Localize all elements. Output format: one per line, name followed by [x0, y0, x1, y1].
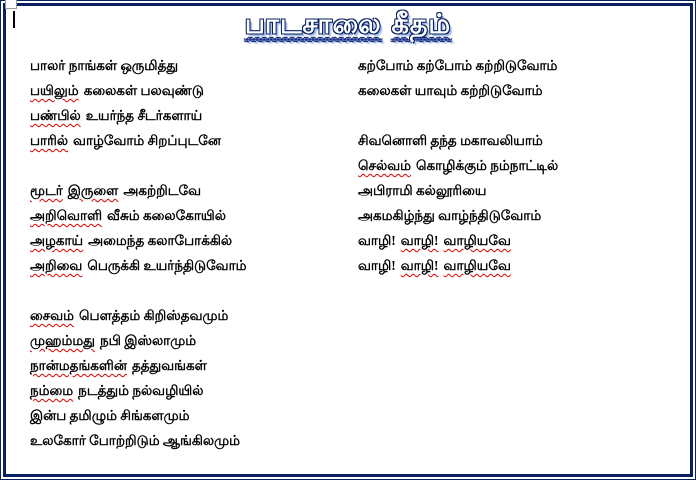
text-line[interactable] [358, 178, 563, 203]
word[interactable]: அமைந்த கலாபோக்கில் [88, 233, 233, 248]
misspelled-word[interactable]: வாழி! [400, 258, 439, 273]
text-line[interactable] [358, 253, 563, 278]
text-line[interactable] [30, 253, 252, 278]
misspelled-word[interactable]: மூடர் [30, 183, 63, 198]
word[interactable]: பெருக்கி உயர்ந்திடுவோம் [87, 258, 247, 273]
text-line[interactable] [30, 228, 252, 253]
word[interactable]: கற்போம் கற்போம் கற்றிடுவோம் [358, 58, 558, 73]
misspelled-word[interactable]: வாழியவே [443, 258, 511, 273]
misspelled-word[interactable]: இருளை [67, 183, 119, 198]
word[interactable]: அபிராமி கல்லூரியை [358, 183, 487, 198]
misspelled-word[interactable]: அழகாய் [30, 233, 84, 248]
text-line[interactable] [30, 103, 252, 128]
text-line[interactable] [30, 278, 252, 303]
misspelled-word[interactable]: அறிவொளி [30, 208, 103, 223]
word[interactable]: கலைகள் யாவும் கற்றிடுவோம் [358, 83, 543, 98]
page-title[interactable] [0, 9, 696, 44]
text-line[interactable] [30, 78, 252, 103]
text-line[interactable] [358, 128, 563, 153]
text-line[interactable] [358, 203, 563, 228]
word[interactable]: வாழ்வோம் சிறப்புடனே [73, 133, 221, 148]
text-line[interactable] [30, 178, 252, 203]
text-line[interactable] [30, 428, 252, 453]
column-left[interactable] [30, 53, 252, 453]
word[interactable]: அகற்றிடவே [123, 183, 202, 198]
word[interactable]: அகமகிழ்ந்து வாழ்ந்திடுவோம் [358, 208, 542, 223]
text-line[interactable] [30, 153, 252, 178]
word[interactable]: நபி இஸ்லாமும் [99, 333, 197, 348]
word[interactable]: நடத்தும் நல்வழியில் [78, 383, 204, 398]
misspelled-word[interactable]: நம்மை [30, 383, 74, 398]
misspelled-word[interactable]: பண்பில் [30, 108, 81, 123]
word[interactable]: வாழி! [358, 258, 396, 273]
column-right[interactable] [358, 53, 563, 278]
misspelled-word[interactable]: நான்மதங்களின் [30, 358, 127, 373]
word[interactable]: கொழிக்கும் நம்நாட்டில் [415, 158, 559, 173]
word[interactable]: வீசும் கலைகோயில் [107, 208, 226, 223]
text-line[interactable] [30, 203, 252, 228]
word[interactable]: வாழி! [358, 233, 396, 248]
word[interactable]: தத்துவங்கள் [131, 358, 207, 373]
text-line[interactable] [30, 353, 252, 378]
text-line[interactable] [358, 228, 563, 253]
misspelled-word[interactable]: முஹம்மது [30, 333, 95, 348]
text-line[interactable] [30, 378, 252, 403]
text-line[interactable] [358, 103, 563, 128]
text-line[interactable] [30, 53, 252, 78]
text-caret [13, 11, 15, 28]
text-line[interactable] [30, 328, 252, 353]
object-handle-square[interactable] [5, 0, 17, 9]
misspelled-word[interactable]: வாழியவே [443, 233, 511, 248]
title-word[interactable]: பாடசாலை [244, 9, 382, 39]
word[interactable]: கலைகள் பலவுண்டு [83, 83, 204, 98]
word[interactable]: பௌத்தம் கிறிஸ்தவமும் [79, 308, 229, 323]
misspelled-word[interactable]: அறிவை [30, 258, 83, 273]
text-line[interactable] [30, 403, 252, 428]
text-line[interactable] [30, 303, 252, 328]
misspelled-word[interactable]: சைவம் [30, 308, 75, 323]
word[interactable]: இன்ப தமிழும் சிங்களமும் [30, 408, 190, 423]
misspelled-word[interactable]: வாழி! [400, 233, 439, 248]
word[interactable]: பாலர் நாங்கள் ஒருமித்து [30, 58, 179, 73]
word[interactable]: சிவனொளி தந்த மகாவலியாம் [358, 133, 543, 148]
title-word[interactable]: கீதம் [391, 9, 452, 39]
word[interactable]: உயர்ந்த சீடர்களாய் [85, 108, 203, 123]
text-line[interactable] [30, 128, 252, 153]
misspelled-word[interactable]: செல்வம் [358, 158, 411, 173]
misspelled-word[interactable]: பாரில் [30, 133, 69, 148]
text-line[interactable] [358, 78, 563, 103]
text-line[interactable] [358, 153, 563, 178]
misspelled-word[interactable]: பயிலும் [30, 83, 79, 98]
word[interactable]: உலகோர் போற்றிடும் ஆங்கிலமும் [30, 433, 240, 448]
text-line[interactable] [358, 53, 563, 78]
